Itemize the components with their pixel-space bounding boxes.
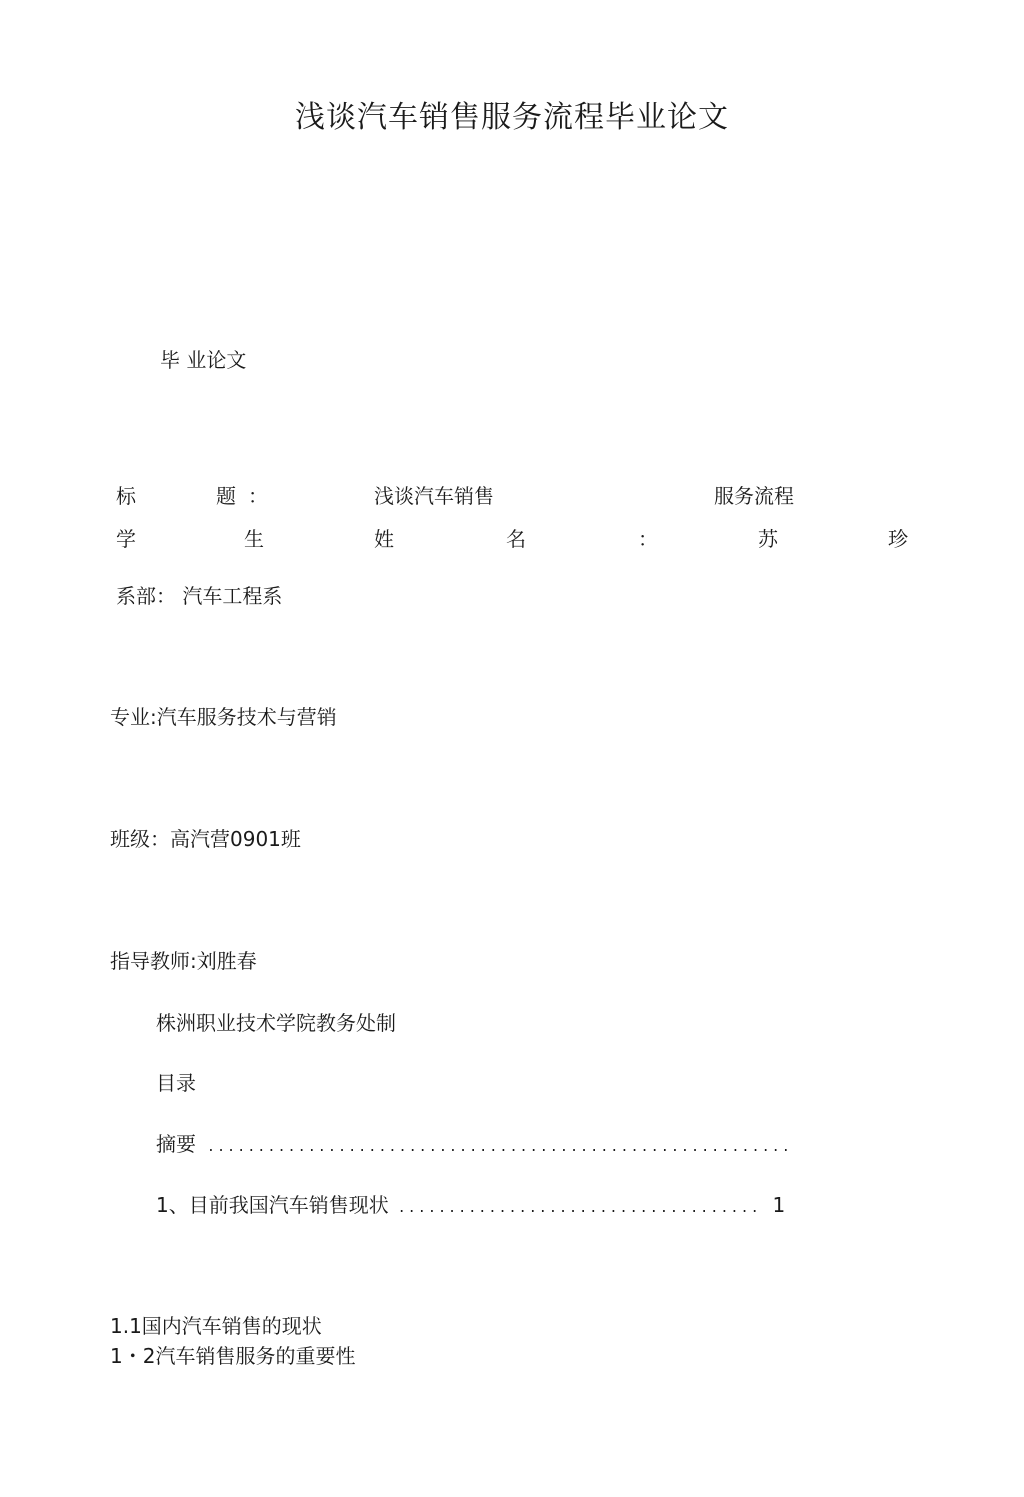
major-line: 专业:汽车服务技术与营销 xyxy=(110,705,337,729)
title-value-part-2: 服务流程 xyxy=(714,484,794,508)
title-label-colon: ： xyxy=(248,484,268,508)
toc-entry-label: 1、目前我国汽车销售现状 xyxy=(156,1193,389,1217)
toc-entry-label: 摘要 xyxy=(156,1132,196,1156)
institution-line: 株洲职业技术学院教务处制 xyxy=(156,1011,396,1035)
toc-entry-leader-dots: .................................... xyxy=(399,1197,763,1216)
title-value-part-1: 浅谈汽车销售 xyxy=(374,484,494,508)
student-label-char-1: 学 xyxy=(116,527,136,551)
toc-subentry-1-1[interactable]: 1.1国内汽车销售的现状 xyxy=(110,1314,322,1338)
toc-subentry-1-2[interactable]: 1・2汽车销售服务的重要性 xyxy=(110,1344,356,1368)
toc-entry-chapter-1[interactable] xyxy=(156,1189,785,1218)
student-value-char-1: 苏 xyxy=(758,527,778,551)
department-line: 系部： 汽车工程系 xyxy=(116,584,283,608)
student-label-char-2: 生 xyxy=(244,527,264,551)
cover-heading: 毕 业论文 xyxy=(160,348,247,372)
title-label-char-1: 标 xyxy=(116,484,136,508)
toc-heading: 目录 xyxy=(156,1071,196,1095)
title-label-char-2: 题 xyxy=(216,484,236,508)
toc-entry-abstract[interactable] xyxy=(156,1128,793,1157)
class-line: 班级：高汽营0901班 xyxy=(110,827,301,851)
advisor-line: 指导教师:刘胜春 xyxy=(110,949,257,973)
toc-entry-page-number: 1 xyxy=(772,1193,786,1217)
toc-entry-leader-dots: .......................................................... xyxy=(208,1136,794,1155)
document-title: 浅谈汽车销售服务流程毕业论文 xyxy=(295,100,729,135)
student-label-colon: ： xyxy=(638,527,658,551)
student-label-char-4: 名 xyxy=(506,527,526,551)
student-value-char-2: 珍 xyxy=(888,527,908,551)
student-label-char-3: 姓 xyxy=(374,527,394,551)
